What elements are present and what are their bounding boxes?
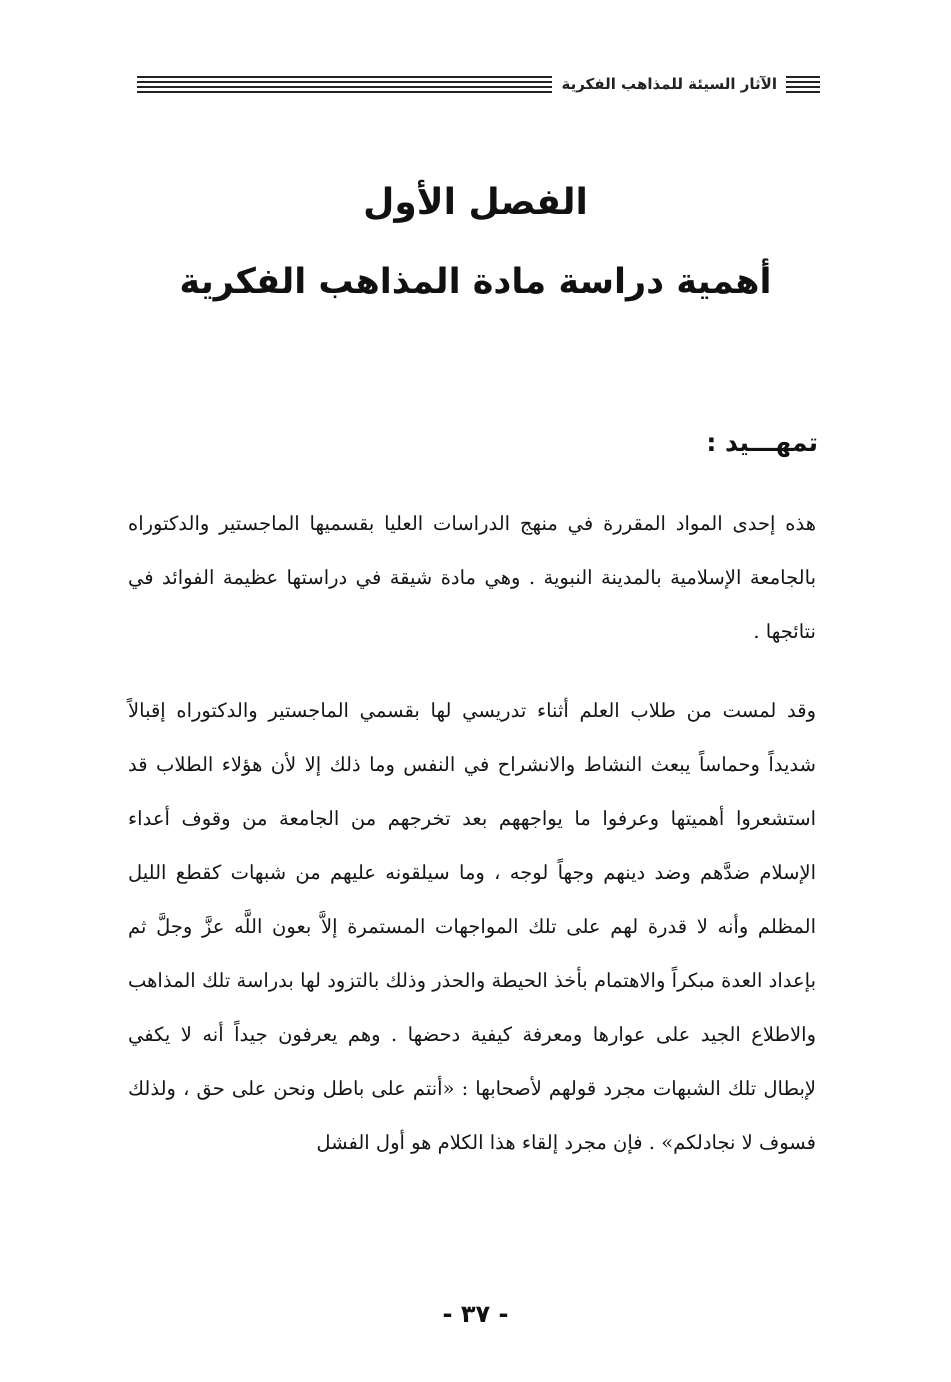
running-header-title: الآثار السيئة للمذاهب الفكرية (561, 75, 777, 93)
chapter-title: أهمية دراسة مادة المذاهب الفكرية (179, 262, 772, 302)
body-paragraph-2: وقد لمست من طلاب العلم أثناء تدريسي لها بقسمي الماجستير والدكتوراه إقبالاً شديداً وحماساً يبعث النشاط والانشراح في النفس وما ذلك إلا لأن هؤلاء الطلاب قد استشعروا أهميتها وعرفوا ما يواجههم بعد تخرجهم من الجامعة من وقوف أعداء الإسلام ضدَّهم وضد دينهم وجهاً لوجه ، وما سيلقونه عليهم من شبهات كقطع الليل المظلم وأنه لا قدرة لهم على تلك المواجهات المستمرة إلاَّ بعون اللَّه عزَّ وجلَّ ثم بإعداد العدة مبكراً والاهتمام بأخذ الحيطة والحذر وذلك بالتزود لها بدراسة تلك المذاهب والاطلاع الجيد على عوارها ومعرفة كيفية دحضها . وهم يعرفون جيداً أنه لا يكفي لإبطال تلك الشبهات مجرد قولهم لأصحابها : «أنتم على باطل ونحن على حق ، ولذلك فسوف لا نجادلكم» . فإن مجرد إلقاء هذا الكلام هو أول الفشل (128, 699, 816, 1154)
section-label: تمهـــيد : (706, 428, 818, 457)
chapter-label: الفصل الأول (363, 182, 588, 223)
body-paragraph-1: هذه إحدى المواد المقررة في منهج الدراسات العليا بقسميها الماجستير والدكتوراه بالجامعة الإسلامية بالمدينة النبوية . وهي مادة شيقة في دراستها عظيمة الفوائد في نتائجها . (128, 512, 816, 643)
running-header (137, 70, 820, 98)
header-rule-left (137, 76, 552, 93)
page-number: - ٣٧ - (442, 1300, 509, 1328)
header-rule-right (786, 76, 820, 93)
